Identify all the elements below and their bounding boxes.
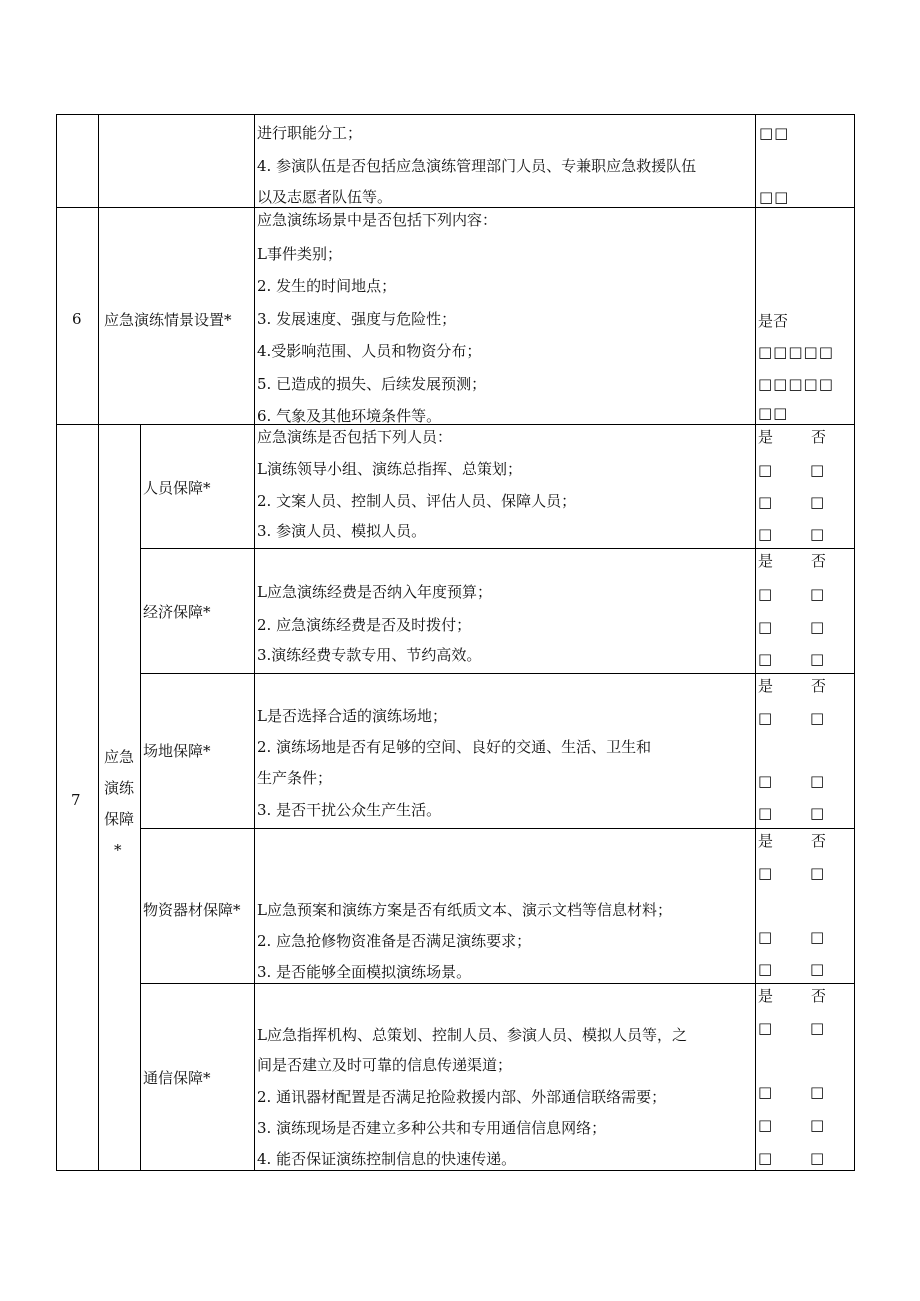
content-line: L应急演练经费是否纳入年度预算； xyxy=(257,583,492,601)
content-line: L应急指挥机构、总策划、控制人员、参演人员、模拟人员等，之 xyxy=(257,1026,687,1044)
col-divider-content xyxy=(254,114,255,1171)
sub-divider-2 xyxy=(140,673,855,674)
yes-checkbox[interactable]: □ xyxy=(758,461,774,479)
yes-checkbox[interactable]: □ xyxy=(758,1019,774,1037)
col-divider-check xyxy=(755,114,756,1171)
yes-checkbox[interactable]: □ xyxy=(758,709,774,727)
content-line: 3. 发展速度、强度与危险性； xyxy=(257,310,457,328)
yes-checkbox[interactable]: □ xyxy=(758,960,774,978)
no-checkbox[interactable]: □ xyxy=(810,493,826,511)
checkbox-pair[interactable]: □□ xyxy=(759,124,790,142)
yes-checkbox[interactable]: □ xyxy=(758,1116,774,1134)
yes-label: 是 xyxy=(758,677,774,695)
yes-label: 是 xyxy=(758,428,774,446)
table-border-right xyxy=(854,114,855,1171)
row-category-line: 应急 xyxy=(104,748,135,766)
content-line: 生产条件； xyxy=(257,769,333,787)
no-checkbox[interactable]: □ xyxy=(810,525,826,543)
no-checkbox[interactable]: □ xyxy=(810,650,826,668)
no-checkbox[interactable]: □ xyxy=(810,928,826,946)
content-line: 以及志愿者队伍等。 xyxy=(257,188,393,206)
content-line: 应急演练是否包括下列人员： xyxy=(257,428,453,446)
content-line: 2. 应急演练经费是否及时拨付； xyxy=(257,616,472,634)
content-line: 3.演练经费专款专用、节约高效。 xyxy=(257,646,482,664)
col-divider-sub xyxy=(140,424,141,1171)
sub-divider-3 xyxy=(140,828,855,829)
yes-checkbox[interactable]: □ xyxy=(758,493,774,511)
content-line: 3. 演练现场是否建立多种公共和专用通信信息网络； xyxy=(257,1119,607,1137)
yes-label: 是 xyxy=(758,987,774,1005)
no-checkbox[interactable]: □ xyxy=(810,1149,826,1167)
no-checkbox[interactable]: □ xyxy=(810,960,826,978)
yes-checkbox[interactable]: □ xyxy=(758,1149,774,1167)
sub-divider-1 xyxy=(140,548,855,549)
content-line: L事件类别； xyxy=(257,245,342,263)
row-divider-6 xyxy=(56,207,855,208)
content-line: 3. 是否干扰公众生产生活。 xyxy=(257,801,442,819)
content-line: 2. 通讯器材配置是否满足抢险救援内部、外部通信联络需要； xyxy=(257,1088,667,1106)
no-checkbox[interactable]: □ xyxy=(810,772,826,790)
no-checkbox[interactable]: □ xyxy=(810,618,826,636)
yes-checkbox[interactable]: □ xyxy=(758,618,774,636)
content-line: 间是否建立及时可靠的信息传递渠道； xyxy=(257,1056,513,1074)
row-number: 7 xyxy=(71,791,81,809)
content-line: 6. 气象及其他环境条件等。 xyxy=(257,407,442,425)
col-divider-num xyxy=(98,114,99,1171)
yes-checkbox[interactable]: □ xyxy=(758,804,774,822)
no-label: 否 xyxy=(811,552,827,570)
no-label: 否 xyxy=(811,987,827,1005)
row-category-line: * xyxy=(114,841,122,859)
content-line: L演练领导小组、演练总指挥、总策划； xyxy=(257,460,522,478)
content-line: 2. 文案人员、控制人员、评估人员、保障人员； xyxy=(257,492,577,510)
table-border-bottom xyxy=(56,1170,855,1171)
no-checkbox[interactable]: □ xyxy=(810,1083,826,1101)
yes-checkbox[interactable]: □ xyxy=(758,650,774,668)
checkbox-pair[interactable]: □□ xyxy=(759,188,790,206)
row-divider-7 xyxy=(56,424,855,425)
yes-label: 是 xyxy=(758,552,774,570)
sub-category: 场地保障* xyxy=(143,742,211,760)
checkbox-pair[interactable]: □□ xyxy=(758,404,789,422)
content-line: L应急预案和演练方案是否有纸质文本、演示文档等信息材料； xyxy=(257,901,672,919)
checkbox-group[interactable]: □□□□□ xyxy=(758,343,834,361)
table-border-left xyxy=(56,114,57,1171)
yes-checkbox[interactable]: □ xyxy=(758,928,774,946)
yes-checkbox[interactable]: □ xyxy=(758,864,774,882)
table-border-top xyxy=(56,114,855,115)
content-line: 应急演练场景中是否包括下列内容： xyxy=(257,211,498,229)
no-checkbox[interactable]: □ xyxy=(810,461,826,479)
yes-label: 是 xyxy=(758,832,774,850)
sub-category: 人员保障* xyxy=(143,479,211,497)
yes-checkbox[interactable]: □ xyxy=(758,525,774,543)
row-category-line: 保障 xyxy=(104,810,135,828)
yes-checkbox[interactable]: □ xyxy=(758,772,774,790)
content-line: 3. 参演人员、模拟人员。 xyxy=(257,522,427,540)
no-label: 否 xyxy=(811,677,827,695)
no-checkbox[interactable]: □ xyxy=(810,1019,826,1037)
sub-category: 通信保障* xyxy=(143,1069,211,1087)
yes-checkbox[interactable]: □ xyxy=(758,1083,774,1101)
content-line: 进行职能分工； xyxy=(257,124,363,142)
sub-category: 物资器材保障* xyxy=(143,901,241,919)
row-category-line: 演练 xyxy=(104,779,135,797)
content-line: 2. 发生的时间地点； xyxy=(257,277,397,295)
row-number: 6 xyxy=(72,310,82,328)
sub-category: 经济保障* xyxy=(143,603,211,621)
content-line: 4. 参演队伍是否包括应急演练管理部门人员、专兼职应急救援队伍 xyxy=(257,157,697,175)
content-line: 2. 演练场地是否有足够的空间、良好的交通、生活、卫生和 xyxy=(257,738,652,756)
content-line: 4.受影响范围、人员和物资分布； xyxy=(257,342,482,360)
sub-divider-4 xyxy=(140,983,855,984)
content-line: L是否选择合适的演练场地； xyxy=(257,707,447,725)
no-label: 否 xyxy=(811,832,827,850)
no-checkbox[interactable]: □ xyxy=(810,864,826,882)
yes-no-header: 是否 xyxy=(758,312,789,330)
no-checkbox[interactable]: □ xyxy=(810,1116,826,1134)
no-label: 否 xyxy=(811,428,827,446)
content-line: 5. 已造成的损失、后续发展预测； xyxy=(257,375,487,393)
no-checkbox[interactable]: □ xyxy=(810,585,826,603)
row-category: 应急演练情景设置* xyxy=(104,311,232,329)
checkbox-group[interactable]: □□□□□ xyxy=(758,375,834,393)
no-checkbox[interactable]: □ xyxy=(810,709,826,727)
content-line: 2. 应急抢修物资准备是否满足演练要求； xyxy=(257,932,532,950)
content-line: 3. 是否能够全面模拟演练场景。 xyxy=(257,963,472,981)
yes-checkbox[interactable]: □ xyxy=(758,585,774,603)
no-checkbox[interactable]: □ xyxy=(810,804,826,822)
content-line: 4. 能否保证演练控制信息的快速传递。 xyxy=(257,1150,517,1168)
